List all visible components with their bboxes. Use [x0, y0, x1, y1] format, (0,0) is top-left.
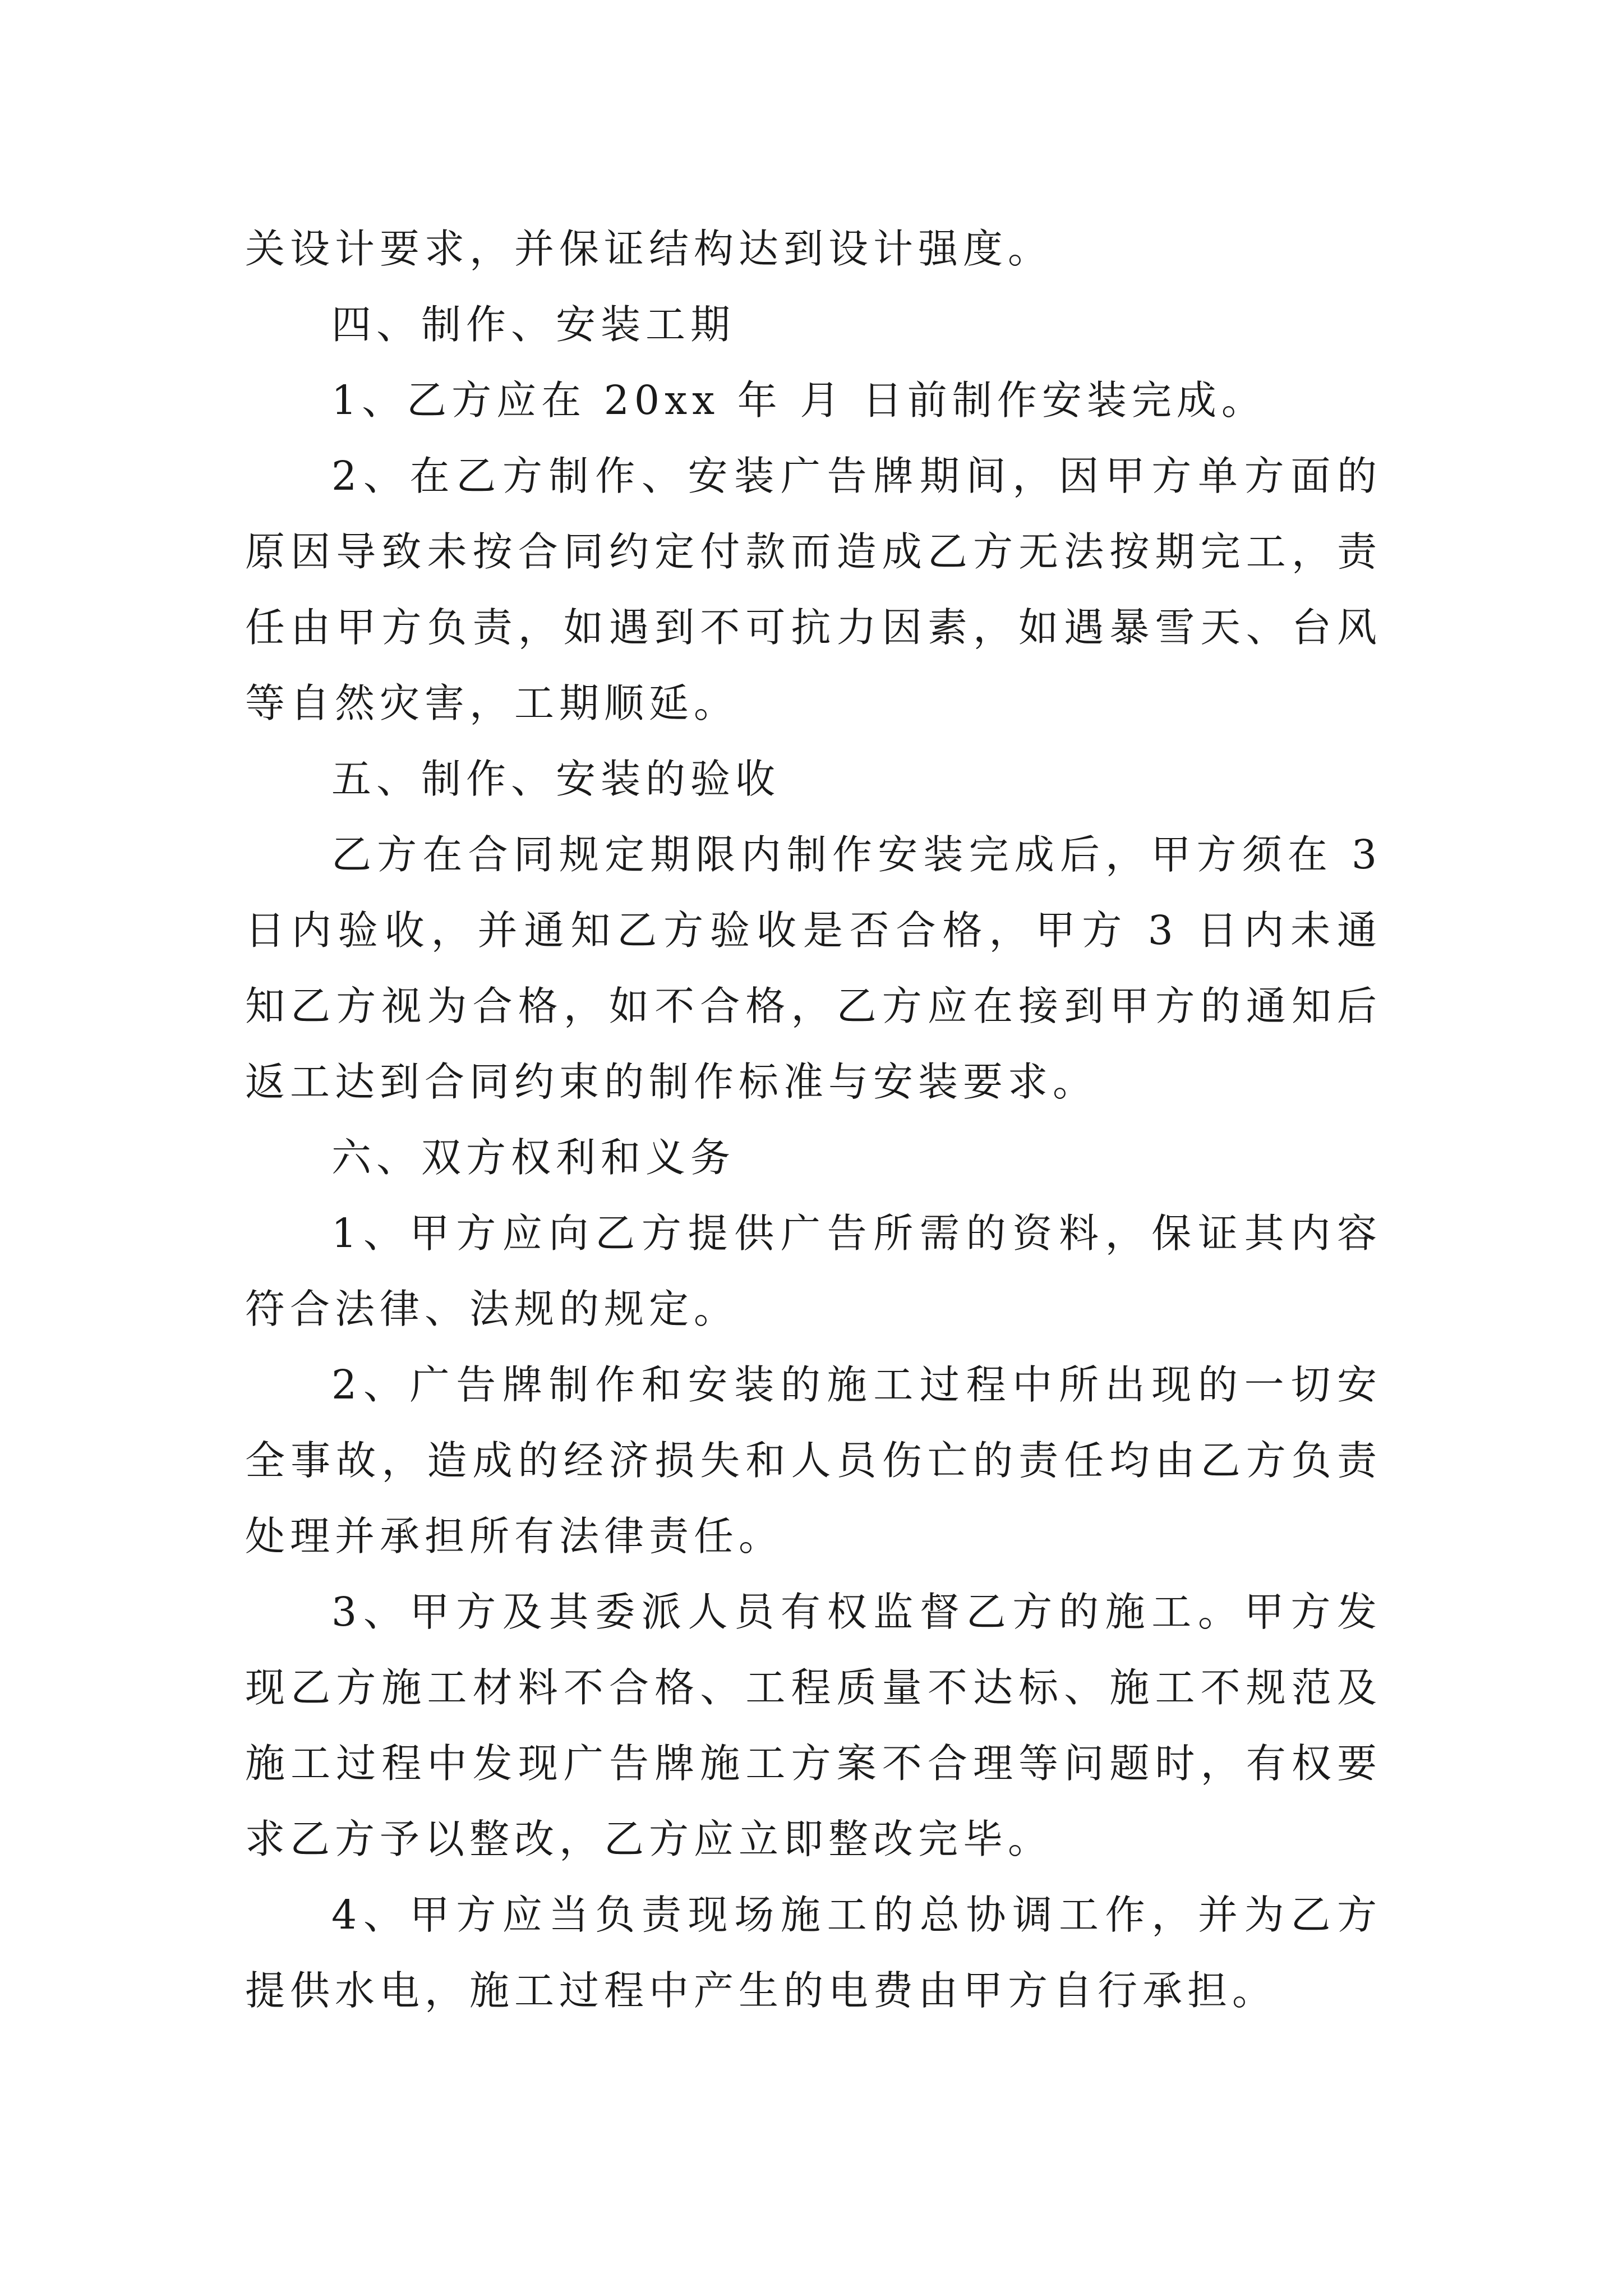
paragraph-completion-date: 1、乙方应在 20xx 年 月 日前制作安装完成。	[331, 377, 1266, 424]
paragraph-obligation-4: 4、甲方应当负责现场施工的总协调工作，并为乙方提供水电，施工过程中产生的电费由甲方自行承担。	[245, 1892, 1382, 2014]
paragraph-obligation-2: 2、广告牌制作和安装的施工过程中所出现的一切安全事故，造成的经济损失和人员伤亡的责任均由乙方负责处理并承担所有法律责任。	[245, 1361, 1382, 1559]
document-body	[245, 211, 1382, 2028]
section-heading-rights-obligations: 六、双方权利和义务	[331, 1134, 736, 1181]
paragraph-obligation-3: 3、甲方及其委派人员有权监督乙方的施工。甲方发现乙方施工材料不合格、工程质量不达标、施工不规范及施工过程中发现广告牌施工方案不合理等问题时，有权要求乙方予以整改，乙方应立即整改完毕。	[245, 1589, 1382, 1862]
paragraph-obligation-1: 1、甲方应向乙方提供广告所需的资料，保证其内容符合法律、法规的规定。	[245, 1210, 1382, 1332]
section-heading-acceptance: 五、制作、安装的验收	[331, 756, 781, 802]
paragraph-design-requirements: 关设计要求，并保证结构达到设计强度。	[245, 226, 1053, 272]
section-heading-construction-period: 四、制作、安装工期	[331, 301, 736, 348]
paragraph-delay-responsibility: 2、在乙方制作、安装广告牌期间，因甲方单方面的原因导致未按合同约定付款而造成乙方无法按期完工，责任由甲方负责，如遇到不可抗力因素，如遇暴雪天、台风等自然灾害，工期顺延。	[245, 453, 1382, 726]
paragraph-acceptance-terms: 乙方在合同规定期限内制作安装完成后，甲方须在 3 日内验收，并通知乙方验收是否合格，甲方 3 日内未通知乙方视为合格，如不合格，乙方应在接到甲方的通知后返工达到合同约束的制作标准与安装要求。	[245, 831, 1382, 1105]
